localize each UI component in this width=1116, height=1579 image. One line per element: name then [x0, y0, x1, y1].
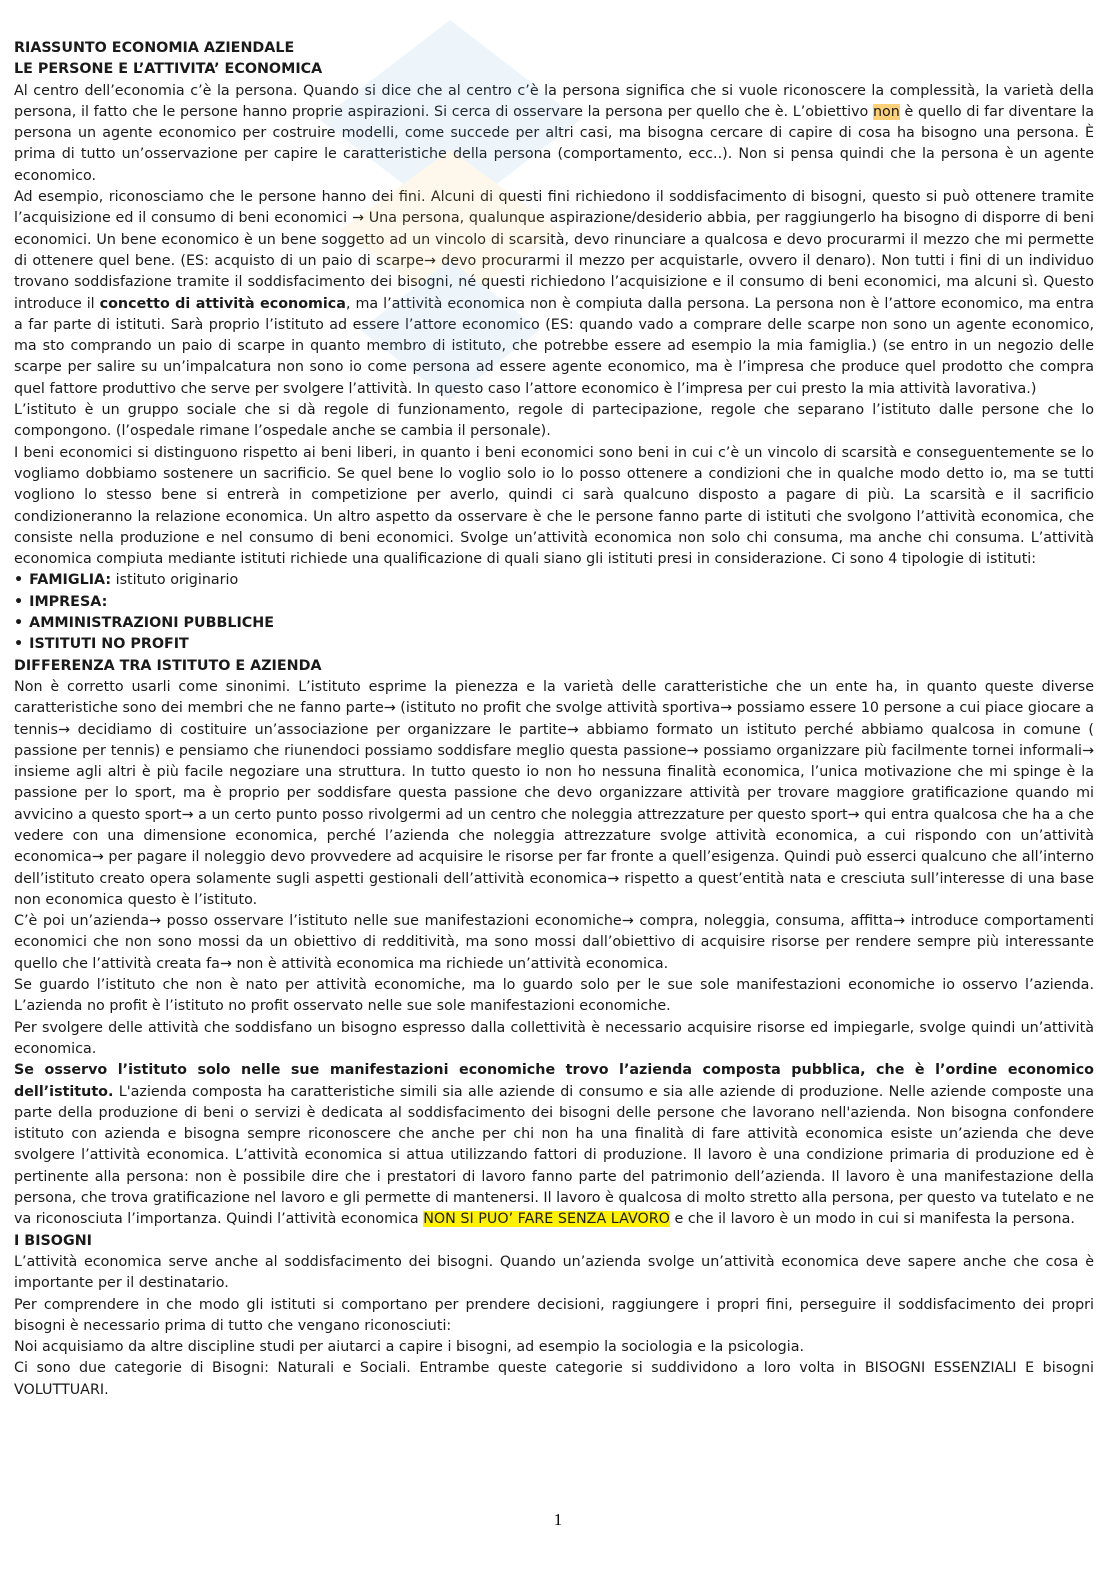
- page-number: 1: [553, 1510, 563, 1529]
- section-heading-persone: LE PERSONE E L’ATTIVITA’ ECONOMICA: [14, 61, 323, 78]
- paragraph-5: Non è corretto usarli come sinonimi. L’istituto esprime la pienezza e la varietà delle caratteristiche che un ente ha, in quanto queste diverse caratteristiche sono dei membri che ne fanno parte→ (istituto no profit che svolge attività sportiva→ possiamo essere 10 persone a cui piace giocare a tennis→ decidiamo di costituire un’associazione per organizzare le partite→ abbiamo formato un istituto perché abbiamo qualcosa in comune ( passione per tennis) e pensiamo che riunendoci possiamo soddisfare meglio questa passione→ possiamo organizzare più facilmente tornei informali→ insieme agli altri è più facile negoziare una struttura. In tutto questo io non ho nessuna finalità economica, l’unica motivazione che mi spinge è la passione per lo sport, ma è proprio per soddisfare questa passione che devo organizzare attività per trovare maggiore gratificazione quando mi avvicino a questo sport→ a un certo punto posso rivolgermi ad un centro che noleggia attrezzature per questo sport→ qui entra qualcosa che ha a che vedere con una dimensione economica, perché l’azienda che noleggia attrezzature svolge attività economica, a cui rispondo con un’attività economica→ per pagare il noleggio devo provvedere ad acquisire le risorse per far fronte a quell’esigenza. Quindi può esserci qualcuno che all’interno dell’istituto creato opera solamente sugli aspetti gestionali dell’attività economica→ rispetto a quest’entità nata e cresciuta sull’interesse di una base non economica questo è l’istituto.: [14, 678, 1094, 908]
- bold-concetto: concetto di attività economica: [99, 295, 346, 312]
- paragraph-8: Per svolgere delle attività che soddisfano un bisogno espresso dalla collettività è necessario acquisire risorse ed impiegarle, svolge quindi un’attività economica.: [14, 1019, 1094, 1057]
- paragraph-9: Se osservo l’istituto solo nelle sue manifestazioni economiche trovo l’azienda composta pubblica, che è l’ordine economico dell’istituto. L'azienda composta ha caratteristiche simili sia alle aziende di consumo e sia alle aziende di produzione. Nelle aziende composte una parte della produzione di beni o servizi è dedicata al soddisfacimento dei bisogni delle persone che lavorano nell'azienda. Non bisogna confondere istituto con azienda e bisogna sempre riconoscere che anche per chi non ha una finalità di fare attività economica esiste un’azienda che deve svolgere l’attività economica. L’attività economica si attua utilizzando fattori di produzione. Il lavoro è una condizione primaria di produzione ed è pertinente alla persona: non è possibile dire che i prestatori di lavoro fanno parte del patrimonio dell’azienda. Il lavoro è una manifestazione della persona, che trova gratificazione nel lavoro e gli permette di mantenersi. Il lavoro è qualcosa di molto stretto alla persona, per questo va tutelato e ne va riconosciuta l’importanza. Quindi l’attività economica NON SI PUO’ FARE SENZA LAVORO e che il lavoro è un modo in cui si manifesta la persona.: [14, 1062, 1094, 1228]
- section-heading-differenza: DIFFERENZA TRA ISTITUTO E AZIENDA: [14, 657, 322, 674]
- paragraph-4: I beni economici si distinguono rispetto ai beni liberi, in quanto i beni economici sono beni in cui c’è un vincolo di scarsità e conseguentemente se lo vogliamo dobbiamo sostenere un sacrificio. Se quel bene lo voglio solo io lo posso ottenere a condizioni che in qualche modo detto io, ma se tutti vogliono lo stesso bene si entrerà in competizione per averlo, quindi ci sarà qualcuno disposto a pagare di più. La scarsità e il sacrificio condizioneranno la relazione economica. Un altro aspetto da osservare è che le persone fanno parte di istituti che svolgono l’attività economica, che consiste nella produzione e nel consumo di beni economici. Svolge un’attività economica non solo chi consuma, ma anche chi consuma. L’attività economica compiuta mediante istituti richiede una qualificazione di quali siano gli istituti presi in considerazione. Ci sono 4 tipologie di istituti:: [14, 444, 1094, 568]
- paragraph-13: Ci sono due categorie di Bisogni: Naturali e Sociali. Entrambe queste categorie si suddividono a loro volta in BISOGNI ESSENZIALI E bisogni VOLUTTUARI.: [14, 1360, 1094, 1398]
- list-item: • FAMIGLIA: istituto originario: [14, 572, 239, 589]
- list-item: • IMPRESA:: [14, 593, 108, 610]
- list-item: • AMMINISTRAZIONI PUBBLICHE: [14, 615, 275, 632]
- document-title: RIASSUNTO ECONOMIA AZIENDALE: [14, 40, 295, 56]
- section-heading-bisogni: I BISOGNI: [14, 1232, 92, 1249]
- highlight-lavoro: NON SI PUO’ FARE SENZA LAVORO: [423, 1211, 670, 1228]
- paragraph-11: Per comprendere in che modo gli istituti si comportano per prendere decisioni, raggiungere i propri fini, perseguire il soddisfacimento dei propri bisogni è necessario prima di tutto che vengano riconosciuti:: [14, 1296, 1094, 1334]
- paragraph-3: L’istituto è un gruppo sociale che si dà regole di funzionamento, regole di partecipazione, regole che separano l’istituto dalle persone che lo compongono. (l’ospedale rimane l’ospedale anche se cambia il personale).: [14, 402, 1094, 440]
- highlight-non: non: [872, 103, 900, 120]
- paragraph-7: Se guardo l’istituto che non è nato per attività economiche, ma lo guardo solo per le sue sole manifestazioni economiche io osservo l’azienda. L’azienda no profit è l’istituto no profit osservato nelle sue sole manifestazioni economiche.: [14, 977, 1094, 1015]
- paragraph-10: L’attività economica serve anche al soddisfacimento dei bisogni. Quando un’azienda svolge un’attività economica deve sapere anche che cosa è importante per il destinatario.: [14, 1253, 1094, 1292]
- paragraph-2: Ad esempio, riconosciamo che le persone hanno dei fini. Alcuni di questi fini richiedono il soddisfacimento di bisogni, questo si può ottenere tramite l’acquisizione ed il consumo di beni economici → Una persona, qualunque aspirazione/desiderio abbia, per raggiungerlo ha bisogno di disporre di beni economici. Un bene economico è un bene soggetto ad un vincolo di scarsità, devo rinunciare a qualcosa e devo procurarmi il mezzo che mi permette di ottenere quel bene. (ES: acquisto di un paio di scarpe→ devo procurarmi il mezzo per acquistarle, ovvero il denaro). Non tutti i fini di un individuo trovano soddisfazione tramite il soddisfacimento dei bisogni, né questi richiedono l’acquisizione e il consumo di beni economici, ma alcuni sì. Questo introduce il concetto di attività economica, ma l’attività economica non è compiuta dalla persona. La persona non è l’attore economico, ma entra a far parte di istituti. Sarà proprio l’istituto ad essere l’attore economico (ES: quando vado a comprare delle scarpe non sono un agente economico, ma sto comprando un paio di scarpe in quanto membro di istituto, che potrebbe essere ad esempio la mia famiglia.) (se entro in un negozio delle scarpe per salire su un’impalcatura non sono io come persona ad essere agente economico, ma è l’impresa che produce quel prodotto che compra quel fattore produttivo che serve per svolgere l’attività. In questo caso l’attore economico è l’impresa per cui presto la mia attività lavorativa.): [14, 189, 1094, 397]
- paragraph-1: Al centro dell’economia c’è la persona. Quando si dice che al centro c’è la persona significa che si vuole riconoscere la complessità, la varietà della persona, il fatto che le persone hanno proprie aspirazioni. Si cerca di osservare la persona per quello che è. L’obiettivo non è quello di far diventare la persona un agente economico per costruire modelli, come succede per altri casi, ma bisogna cercare di capire di cosa ha bisogno una persona. È prima di tutto un’osservazione per capire le caratteristiche della persona (comportamento, ecc..). Non si pensa quindi che la persona è un agente economico.: [14, 82, 1094, 184]
- istituti-list: [14, 570, 1094, 655]
- list-item: • ISTITUTI NO PROFIT: [14, 636, 189, 653]
- paragraph-12: Noi acquisiamo da altre discipline studi per aiutarci a capire i bisogni, ad esempio la sociologia e la psicologia.: [14, 1339, 805, 1356]
- paragraph-6: C’è poi un’azienda→ posso osservare l’istituto nelle sue manifestazioni economiche→ compra, noleggia, consuma, affitta→ introduce comportamenti economici che non sono mossi da un obiettivo di redditività, ma sono mossi dall’obiettivo di acquisire risorse per rendere sempre più interessante quello che l’attività creata fa→ non è attività economica ma richiede un’attività economica.: [14, 913, 1094, 972]
